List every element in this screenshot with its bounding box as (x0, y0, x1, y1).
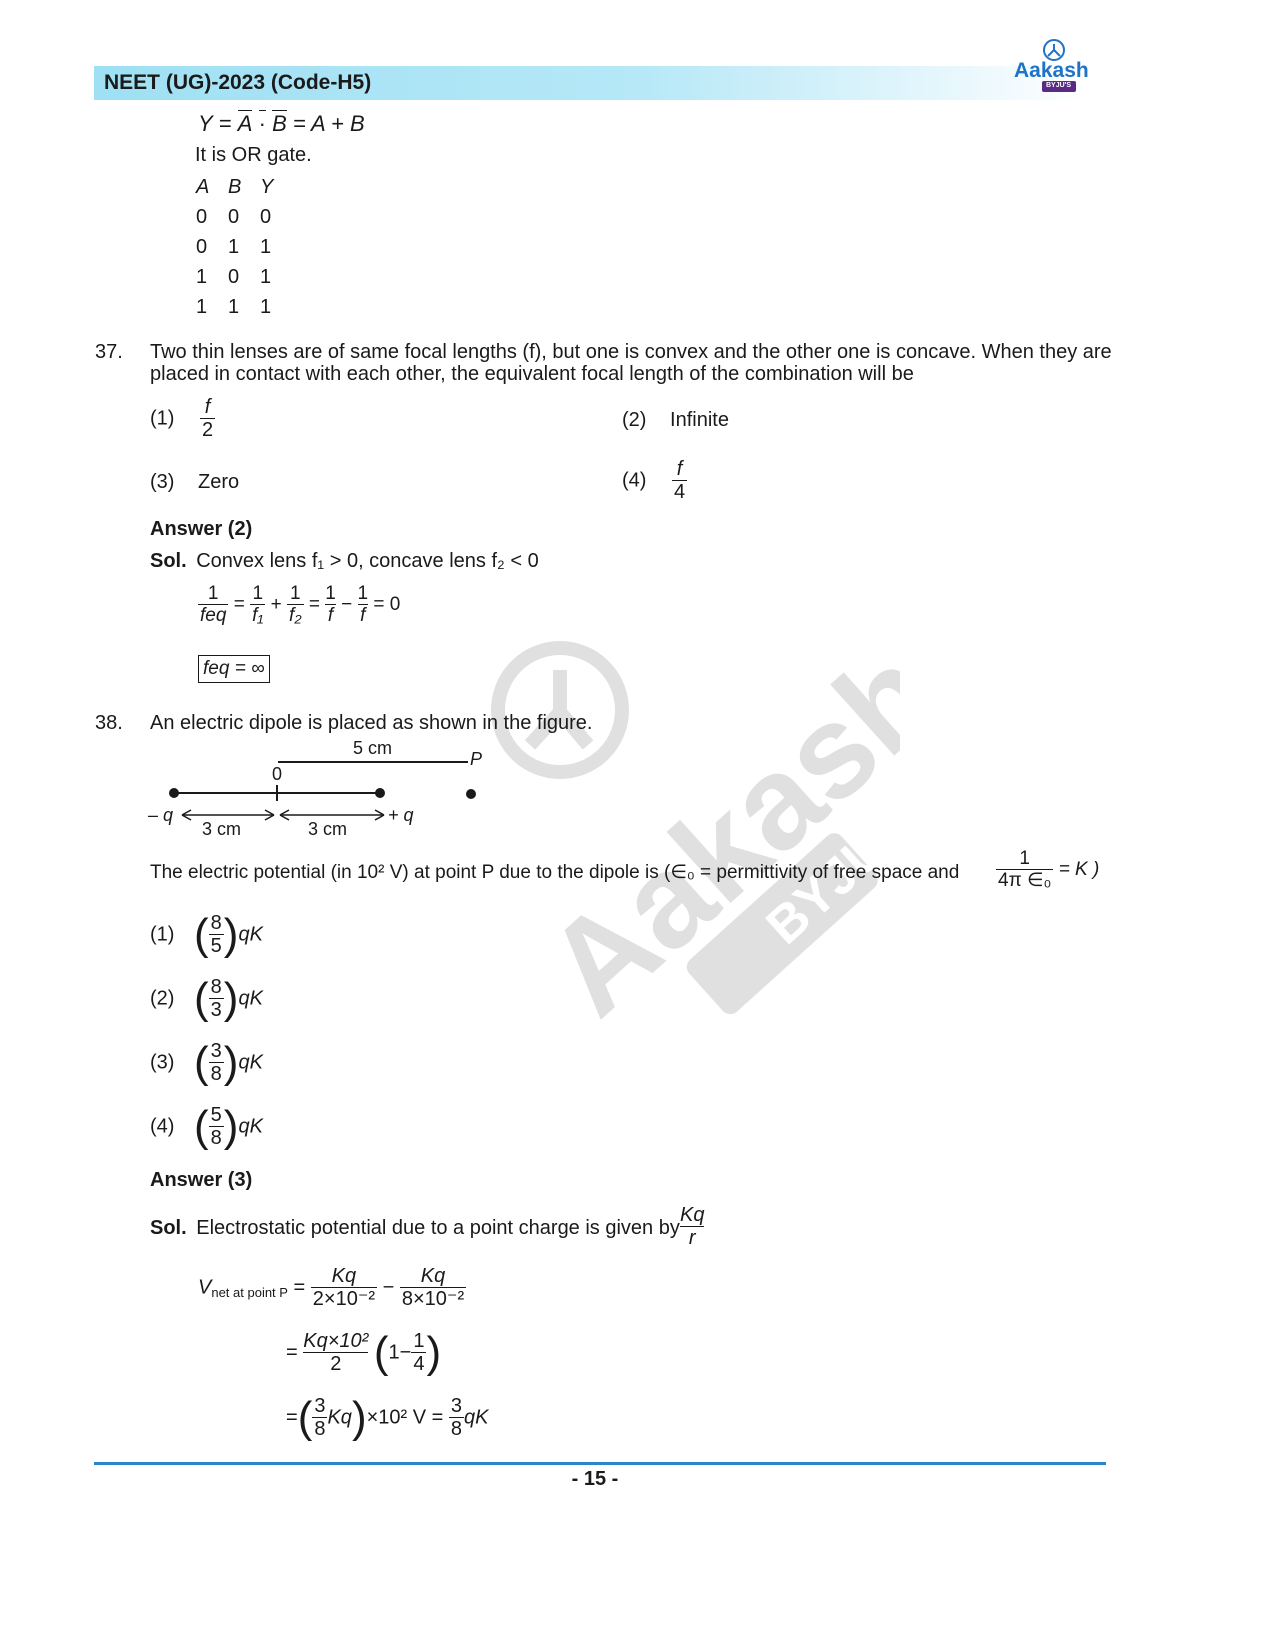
footer-line (94, 1462, 1106, 1465)
q38-option-3 (150, 1037, 263, 1087)
step3-tail: qK (464, 1406, 489, 1429)
frac-1-over-feq (198, 583, 228, 627)
frac-1-over-f (358, 583, 369, 627)
q37-option-1 (150, 396, 215, 442)
table-cell: 0 (196, 236, 208, 258)
kq-over-r (680, 1204, 704, 1250)
frac-num: 8 (210, 912, 222, 934)
paren-close: ) (223, 1037, 239, 1087)
fig-origin-label: 0 (272, 764, 283, 784)
step1-frac2 (400, 1265, 466, 1311)
v-label: V (198, 1276, 212, 1299)
q38-sol-fraction (680, 1204, 704, 1250)
option-text: Zero (198, 471, 240, 493)
truth-table-header (196, 176, 292, 206)
fig-pos-charge (388, 805, 414, 826)
fig-neg-charge (148, 805, 173, 826)
table-cell: 1 (260, 266, 272, 288)
option-label: (4) (150, 1115, 175, 1138)
q37-option-3 (150, 471, 239, 494)
paren-close: ) (223, 973, 239, 1023)
q38-constant (996, 848, 1099, 892)
frac-num: 1 (1019, 848, 1030, 869)
watermark-text: Aakash (518, 620, 900, 1040)
frac-num: 1 (413, 1330, 425, 1352)
frac-den: 2 (303, 1352, 368, 1375)
dipole-figure (140, 735, 540, 845)
step2-frac (303, 1330, 368, 1376)
option-label: (2) (622, 409, 647, 431)
q37-number: 37. (95, 341, 123, 363)
paren-open: ( (194, 1101, 209, 1151)
frac-1-over-f (325, 583, 336, 627)
page-header-title: NEET (UG)-2023 (Code-H5) (104, 71, 372, 94)
frac-den: 5 (210, 935, 222, 958)
option-suffix: qK (238, 923, 263, 946)
q37-option-4 (622, 458, 687, 504)
minus-sign: − (341, 593, 353, 615)
option-label: (3) (150, 471, 175, 493)
frac-num: Kq (680, 1204, 705, 1226)
col-header-y: Y (260, 176, 274, 198)
negative-charge-dot (169, 788, 179, 798)
frac-num: 1 (325, 583, 336, 604)
q37-equation (198, 583, 400, 627)
option-fraction (200, 396, 215, 442)
q38-option-1 (150, 909, 263, 959)
step2-quarter (411, 1330, 426, 1376)
q37-text-line1: Two thin lenses are of same focal lengths (f), but one is convex and the other one is concave. When they are (150, 341, 1112, 363)
frac-num: 1 (290, 583, 301, 604)
q38-solution (150, 1217, 680, 1240)
option-fraction (209, 912, 224, 958)
step1-frac1 (311, 1265, 377, 1311)
paren-close: ) (223, 909, 239, 959)
paren-close: ) (351, 1392, 367, 1442)
step3-mid: ×10² V = (366, 1406, 444, 1429)
v-subscript: net at point P (211, 1285, 288, 1301)
table-cell: 0 (260, 206, 272, 228)
frac-den: 4π ∈₀ (998, 870, 1052, 892)
option-label: (2) (150, 987, 175, 1010)
step3-frac2 (449, 1395, 464, 1441)
sol-text: Electrostatic potential due to a point charge is given by (196, 1217, 680, 1239)
option-suffix: qK (238, 1051, 263, 1074)
frac-num: 3 (314, 1395, 326, 1417)
aakash-logo (1010, 38, 1100, 98)
frac-num: Kq (331, 1265, 357, 1287)
frac-den: 4 (413, 1353, 425, 1376)
option-suffix: qK (238, 987, 263, 1010)
table-cell: 1 (228, 296, 240, 318)
q37-text-line2: placed in contact with each other, the equivalent focal length of the combination will be (150, 363, 914, 385)
frac-num: Kq×10² (303, 1330, 369, 1352)
frac-den: f (358, 604, 369, 626)
expr-y: Y (198, 111, 213, 136)
paren-open: ( (194, 1037, 209, 1087)
frac-den: f₁ (252, 605, 264, 627)
option-fraction (209, 1104, 224, 1150)
truth-table (196, 176, 292, 326)
plus-sign: + (270, 593, 282, 615)
eq-sign: = (286, 1406, 298, 1429)
table-cell: 1 (260, 236, 272, 258)
frac-num: 3 (210, 1040, 222, 1062)
neg-charge-label: – q (148, 805, 174, 825)
pos-charge-label: + q (388, 805, 414, 825)
paren-open: ( (194, 909, 209, 959)
q38-step-3 (286, 1392, 489, 1442)
expr-a: A (237, 111, 253, 136)
col-header-a: A (196, 176, 210, 198)
q38-option-2 (150, 973, 263, 1023)
frac-den: feq (200, 605, 227, 627)
frac-num: 5 (210, 1104, 222, 1126)
table-row (196, 296, 292, 326)
expr-dot: · (258, 111, 266, 136)
watermark-sub: BYJU'S (755, 788, 900, 956)
frac-num: 1 (207, 583, 219, 604)
frac-num: 8 (210, 976, 222, 998)
positive-charge-dot (375, 788, 385, 798)
expr-b: B (272, 111, 287, 136)
sol-text: Convex lens f₁ > 0, concave lens f₂ < 0 (196, 550, 539, 572)
logo-sub: BYJU'S (1046, 82, 1072, 89)
fig-point-label: P (470, 749, 483, 769)
option-fraction (209, 976, 224, 1022)
step3-frac (312, 1395, 327, 1441)
table-cell: 0 (196, 206, 208, 228)
q37-answer: Answer (2) (150, 518, 253, 540)
frac-num: 1 (252, 583, 264, 604)
table-cell: 1 (228, 236, 240, 258)
sol-label: Sol. (150, 1217, 187, 1239)
option-label: (1) (150, 407, 175, 430)
q38-number: 38. (95, 712, 123, 734)
paren-close: ) (426, 1327, 442, 1377)
gate-conclusion: It is OR gate. (195, 144, 312, 166)
sol-label: Sol. (150, 550, 187, 572)
table-row (196, 236, 292, 266)
table-cell: 0 (228, 206, 240, 228)
frac-1-over-f2 (287, 583, 304, 627)
eq-sign: = (286, 1341, 298, 1364)
paren-open: ( (297, 1392, 313, 1442)
q38-step-1 (198, 1265, 466, 1311)
eq-result: = 0 (373, 593, 401, 615)
frac-den: f (325, 604, 336, 626)
frac-den: 4 (674, 481, 686, 504)
eq-sign: = (233, 593, 245, 615)
table-row (196, 266, 292, 296)
step3-kq: Kq (327, 1406, 352, 1429)
frac-num: Kq (420, 1265, 446, 1287)
frac-num: f (204, 396, 211, 418)
frac-den: 8×10⁻² (401, 1288, 465, 1311)
table-row (196, 206, 292, 236)
frac-den: r (680, 1226, 704, 1249)
paren-term: 1− (388, 1341, 412, 1364)
col-header-b: B (228, 176, 242, 198)
option-label: (1) (150, 923, 175, 946)
page-number: - 15 - (571, 1468, 619, 1490)
q37-option-2 (622, 409, 729, 432)
option-label: (4) (622, 469, 647, 492)
const-fraction (996, 848, 1053, 892)
fig-dist-label: 5 cm (353, 738, 393, 758)
option-text: Infinite (670, 409, 729, 431)
q38-text: An electric dipole is placed as shown in the figure. (150, 712, 593, 734)
frac-1-over-f1 (250, 583, 265, 627)
frac-den: 8 (210, 1063, 222, 1086)
expr-rhs: = A + B (292, 111, 365, 136)
option-fraction (209, 1040, 224, 1086)
paren-open: ( (194, 973, 209, 1023)
logic-expression (198, 111, 365, 137)
fig-left-len: 3 cm (202, 819, 242, 839)
table-cell: 1 (260, 296, 272, 318)
table-cell: 1 (196, 266, 208, 288)
paren-close: ) (223, 1101, 239, 1151)
frac-den: 8 (450, 1418, 462, 1441)
frac-num: 1 (357, 583, 369, 604)
frac-den: 2 (202, 419, 214, 442)
q37-solution (150, 550, 539, 573)
minus-sign: − (382, 1276, 395, 1299)
eq-sign: = (293, 1276, 306, 1299)
q37-boxed-result: feq = ∞ (198, 655, 270, 683)
expr-eq: = (218, 111, 232, 136)
frac-den: 8 (210, 1127, 222, 1150)
point-p-dot (466, 789, 476, 799)
logo-text: Aakash (1014, 59, 1089, 82)
q38-option-4 (150, 1101, 263, 1151)
table-cell: 1 (196, 296, 208, 318)
q38-prompt: The electric potential (in 10² V) at point P due to the dipole is (∈₀ = permittivity of free space and (150, 862, 960, 883)
option-fraction (672, 458, 687, 504)
paren-open: ( (373, 1327, 389, 1377)
frac-den: f₂ (289, 605, 302, 627)
frac-den: 2×10⁻² (312, 1288, 376, 1311)
frac-den: 3 (210, 999, 222, 1022)
eq-sign: = (308, 593, 320, 615)
frac-num: f (676, 458, 683, 480)
fig-right-len: 3 cm (308, 819, 348, 839)
q38-answer: Answer (3) (150, 1169, 253, 1191)
frac-num: 3 (450, 1395, 462, 1417)
const-rhs: = K ) (1058, 858, 1100, 880)
table-cell: 0 (228, 266, 240, 288)
option-label: (3) (150, 1051, 175, 1074)
frac-den: 8 (314, 1418, 326, 1441)
option-suffix: qK (238, 1115, 263, 1138)
q38-step-2 (286, 1327, 442, 1377)
